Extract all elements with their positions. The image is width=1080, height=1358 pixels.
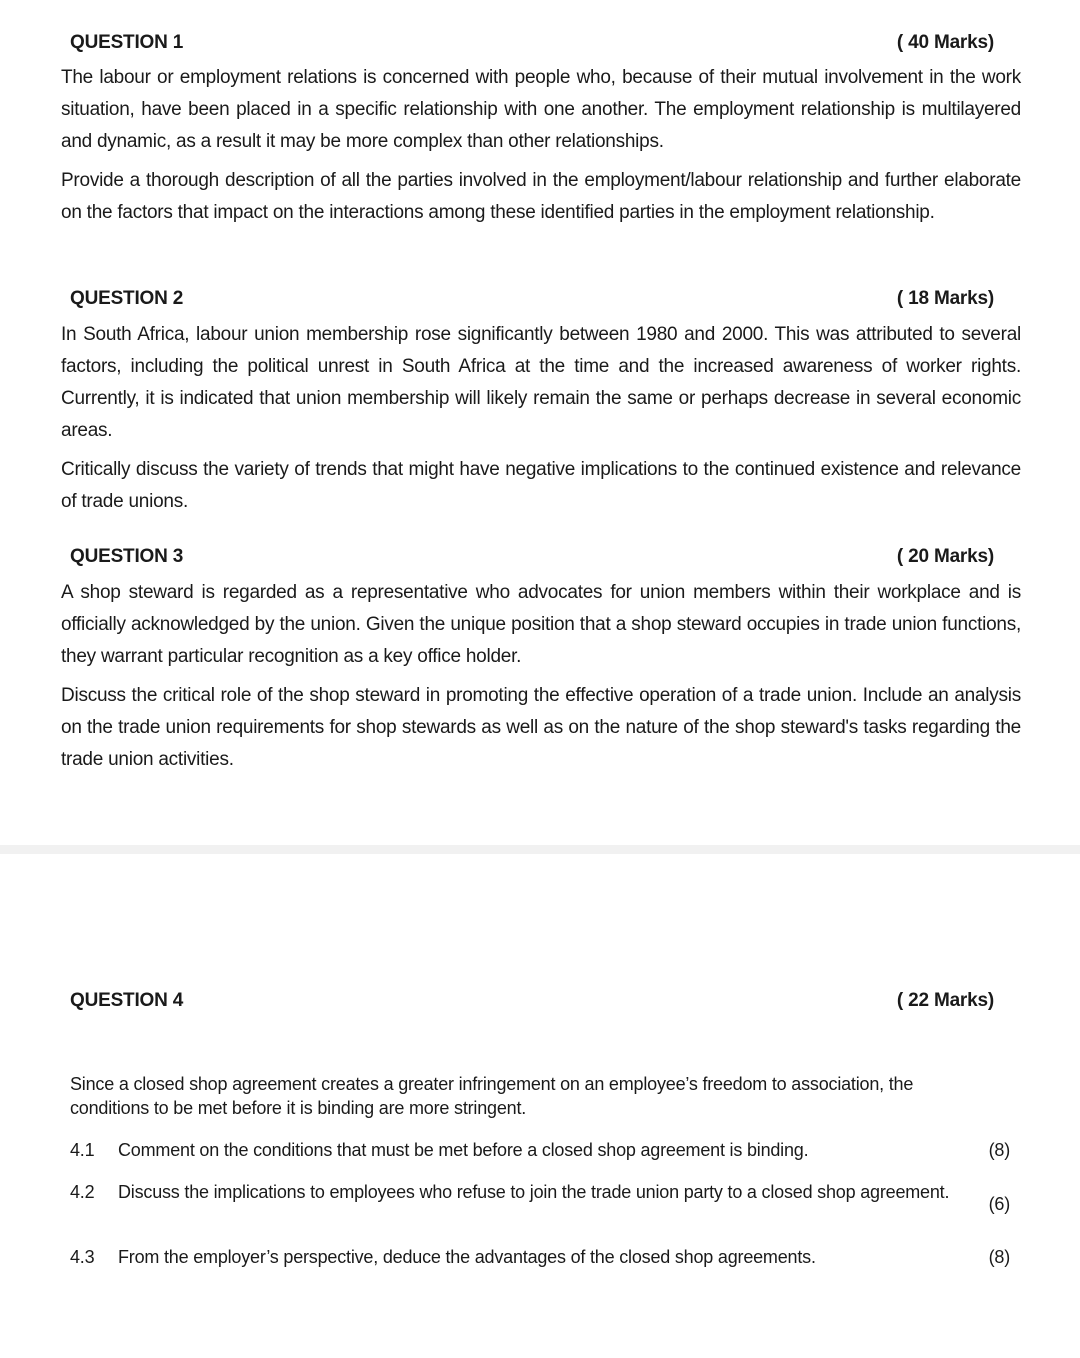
subquestion-text: Discuss the implications to employees who refuse to join the trade union party to a closed shop agreement. [118, 1182, 950, 1202]
question-4-title: QUESTION 4 [70, 990, 184, 1011]
question-4-header [70, 990, 994, 1012]
question-2-title: QUESTION 2 [70, 288, 184, 309]
question-2-paragraph: Critically discuss the variety of trends that might have negative implications to the continued existence and relevance of trade unions. [61, 459, 1021, 512]
question-1-header [70, 32, 994, 54]
question-1-paragraph: The labour or employment relations is concerned with people who, because of their mutual involvement in the work situation, have been placed in a specific relationship with one another. The employment relationship is multilayered and dynamic, as a result it may be more complex than other relationships. [61, 67, 1021, 152]
question-2-body [61, 319, 1021, 518]
question-2-header [70, 288, 994, 310]
subquestion-number: 4.1 [70, 1140, 95, 1160]
subquestion-marks: (6) [988, 1194, 1010, 1214]
question-3-marks: ( 20 Marks) [896, 546, 994, 567]
subquestion-text: From the employer’s perspective, deduce the advantages of the closed shop agreements. [118, 1247, 816, 1267]
question-2-paragraph: In South Africa, labour union membership rose significantly between 1980 and 2000. This was attributed to several factors, including the political unrest in South Africa at the time and the increased awareness of worker rights. Currently, it is indicated that union membership will likely remain the same or perhaps decrease in several economic areas. [61, 324, 1021, 441]
question-3-paragraph: Discuss the critical role of the shop steward in promoting the effective operation of a trade union. Include an analysis on the trade union requirements for shop stewards as well as on the nature of the shop steward's tasks regarding the trade union activities. [61, 685, 1021, 770]
subquestion-marks: (8) [988, 1247, 1010, 1267]
question-1-title: QUESTION 1 [70, 32, 184, 53]
subquestion-number: 4.2 [70, 1182, 95, 1202]
subquestion-number: 4.3 [70, 1247, 95, 1267]
question-4-marks: ( 22 Marks) [896, 990, 994, 1011]
page-separator [0, 845, 1080, 854]
question-1-paragraph: Provide a thorough description of all the parties involved in the employment/labour relationship and further elaborate on the factors that impact on the interactions among these identified parties in the employment relationship. [61, 170, 1021, 223]
question-1-marks: ( 40 Marks) [896, 32, 994, 53]
question-3-paragraph: A shop steward is regarded as a representative who advocates for union members within their workplace and is officially acknowledged by the union. Given the unique position that a shop steward occupies in trade union functions, they warrant particular recognition as a key office holder. [61, 582, 1021, 667]
subquestion-text: Comment on the conditions that must be met before a closed shop agreement is binding. [118, 1140, 809, 1160]
question-2-marks: ( 18 Marks) [896, 288, 994, 309]
question-3-title: QUESTION 3 [70, 546, 184, 567]
question-1-body [61, 62, 1021, 229]
subquestion-marks: (8) [988, 1140, 1010, 1160]
question-4-intro: Since a closed shop agreement creates a greater infringement on an employee’s freedom to association, the conditions to be met before it is binding are more stringent. [70, 1074, 914, 1118]
question-3-body [61, 577, 1021, 776]
question-3-header [70, 546, 994, 568]
